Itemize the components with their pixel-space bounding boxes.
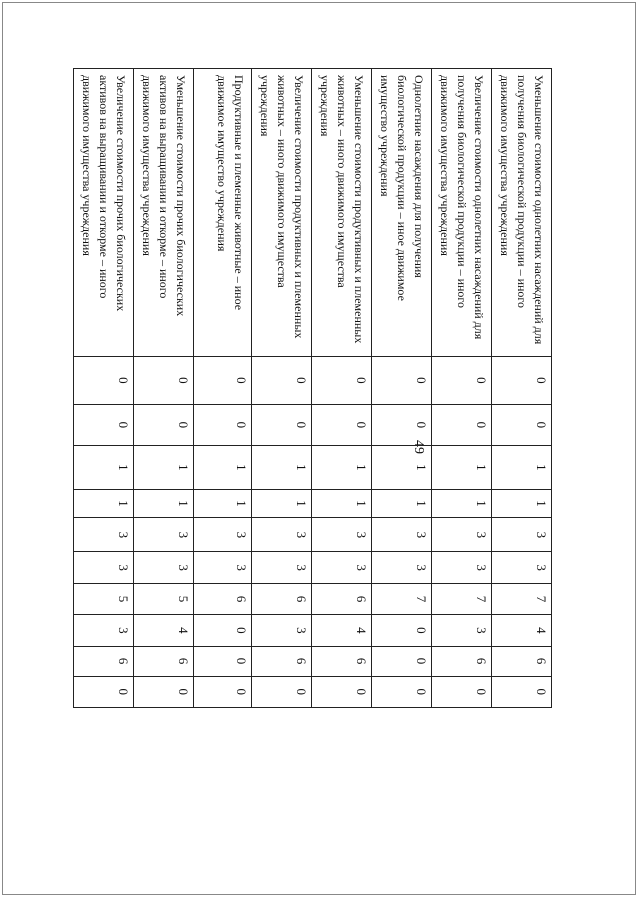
code-cell: 3 [372, 518, 432, 552]
code-cell: 0 [432, 356, 492, 404]
code-cell: 4 [134, 615, 194, 646]
code-cell: 3 [492, 552, 552, 583]
code-cell: 6 [312, 583, 372, 614]
code-cell: 0 [432, 676, 492, 707]
code-cell: 1 [74, 489, 134, 518]
code-cell: 7 [432, 583, 492, 614]
code-cell: 0 [432, 404, 492, 445]
rotated-table-wrapper [74, 68, 553, 708]
code-cell: 0 [312, 676, 372, 707]
code-cell: 3 [74, 518, 134, 552]
code-cell: 3 [432, 552, 492, 583]
code-cell: 5 [74, 583, 134, 614]
code-cell: 1 [194, 489, 252, 518]
classification-table [74, 68, 553, 708]
table-row [432, 69, 492, 708]
code-cell: 0 [134, 676, 194, 707]
row-label: Продуктивные и племенные животные – иное движимое имущество учреждения [194, 69, 252, 357]
code-cell: 0 [194, 404, 252, 445]
code-cell: 1 [432, 445, 492, 489]
code-cell: 1 [252, 445, 312, 489]
code-cell: 1 [312, 445, 372, 489]
code-cell: 6 [492, 646, 552, 676]
row-label: Уменьшение стоимости прочих биологических активов на выращивании и откорме – иного движимого имущества учреждения [134, 69, 194, 357]
code-cell: 3 [134, 518, 194, 552]
code-cell: 6 [252, 646, 312, 676]
table-row [312, 69, 372, 708]
code-cell: 0 [492, 356, 552, 404]
code-cell: 1 [74, 445, 134, 489]
code-cell: 0 [372, 676, 432, 707]
code-cell: 0 [252, 404, 312, 445]
code-cell: 0 [492, 676, 552, 707]
code-cell: 0 [194, 615, 252, 646]
code-cell: 4 [312, 615, 372, 646]
code-cell: 3 [134, 552, 194, 583]
code-cell: 3 [194, 518, 252, 552]
code-cell: 3 [252, 615, 312, 646]
code-cell: 0 [252, 356, 312, 404]
page-number: 49 [411, 440, 426, 454]
code-cell: 0 [74, 404, 134, 445]
code-cell: 1 [432, 489, 492, 518]
code-cell: 3 [432, 518, 492, 552]
code-cell: 3 [74, 552, 134, 583]
code-cell: 3 [252, 552, 312, 583]
table-row [372, 69, 432, 708]
code-cell: 0 [312, 356, 372, 404]
code-cell: 3 [194, 552, 252, 583]
code-cell: 1 [252, 489, 312, 518]
row-label: Увеличение стоимости прочих биологических активов на выращивании и откорме – иного движимого имущества учреждения [74, 69, 134, 357]
code-cell: 6 [432, 646, 492, 676]
code-cell: 0 [194, 676, 252, 707]
code-cell: 0 [312, 404, 372, 445]
code-cell: 3 [372, 552, 432, 583]
code-cell: 7 [372, 583, 432, 614]
code-cell: 0 [372, 615, 432, 646]
code-cell: 1 [134, 489, 194, 518]
code-cell: 6 [194, 583, 252, 614]
code-cell: 1 [492, 445, 552, 489]
code-cell: 1 [372, 489, 432, 518]
row-label: Уменьшение стоимости продуктивных и племенных животных – иного движимого имущества учреждения [312, 69, 372, 357]
code-cell: 0 [194, 356, 252, 404]
row-label: Увеличение стоимости однолетних насаждений для получения биологической продукции – иного движимого имущества учреждения [432, 69, 492, 357]
code-cell: 5 [134, 583, 194, 614]
code-cell: 0 [372, 646, 432, 676]
table-row [194, 69, 252, 708]
code-cell: 6 [312, 646, 372, 676]
code-cell: 3 [492, 518, 552, 552]
code-cell: 3 [312, 552, 372, 583]
code-cell: 1 [492, 489, 552, 518]
code-cell: 0 [372, 356, 432, 404]
code-cell: 6 [134, 646, 194, 676]
code-cell: 0 [252, 676, 312, 707]
table-row [134, 69, 194, 708]
code-cell: 1 [372, 445, 432, 489]
code-cell: 0 [134, 356, 194, 404]
code-cell: 0 [74, 676, 134, 707]
code-cell: 3 [252, 518, 312, 552]
code-cell: 3 [432, 615, 492, 646]
row-label: Увеличение стоимости продуктивных и племенных животных – иного движимого имущества учреждения [252, 69, 312, 357]
code-cell: 3 [312, 518, 372, 552]
code-cell: 0 [134, 404, 194, 445]
table-row [252, 69, 312, 708]
code-cell: 0 [372, 404, 432, 445]
code-cell: 0 [74, 356, 134, 404]
code-cell: 6 [74, 646, 134, 676]
row-label: Уменьшение стоимости однолетних насаждений для получения биологической продукции – иного движимого имущества учреждения [492, 69, 552, 357]
code-cell: 3 [74, 615, 134, 646]
code-cell: 6 [252, 583, 312, 614]
code-cell: 1 [312, 489, 372, 518]
table-row [74, 69, 134, 708]
code-cell: 0 [194, 646, 252, 676]
table-row [492, 69, 552, 708]
code-cell: 7 [492, 583, 552, 614]
code-cell: 4 [492, 615, 552, 646]
row-label: Однолетние насаждения для получения биологической продукции – иное движимое имущество учреждения [372, 69, 432, 357]
code-cell: 1 [194, 445, 252, 489]
code-cell: 1 [134, 445, 194, 489]
code-cell: 0 [492, 404, 552, 445]
